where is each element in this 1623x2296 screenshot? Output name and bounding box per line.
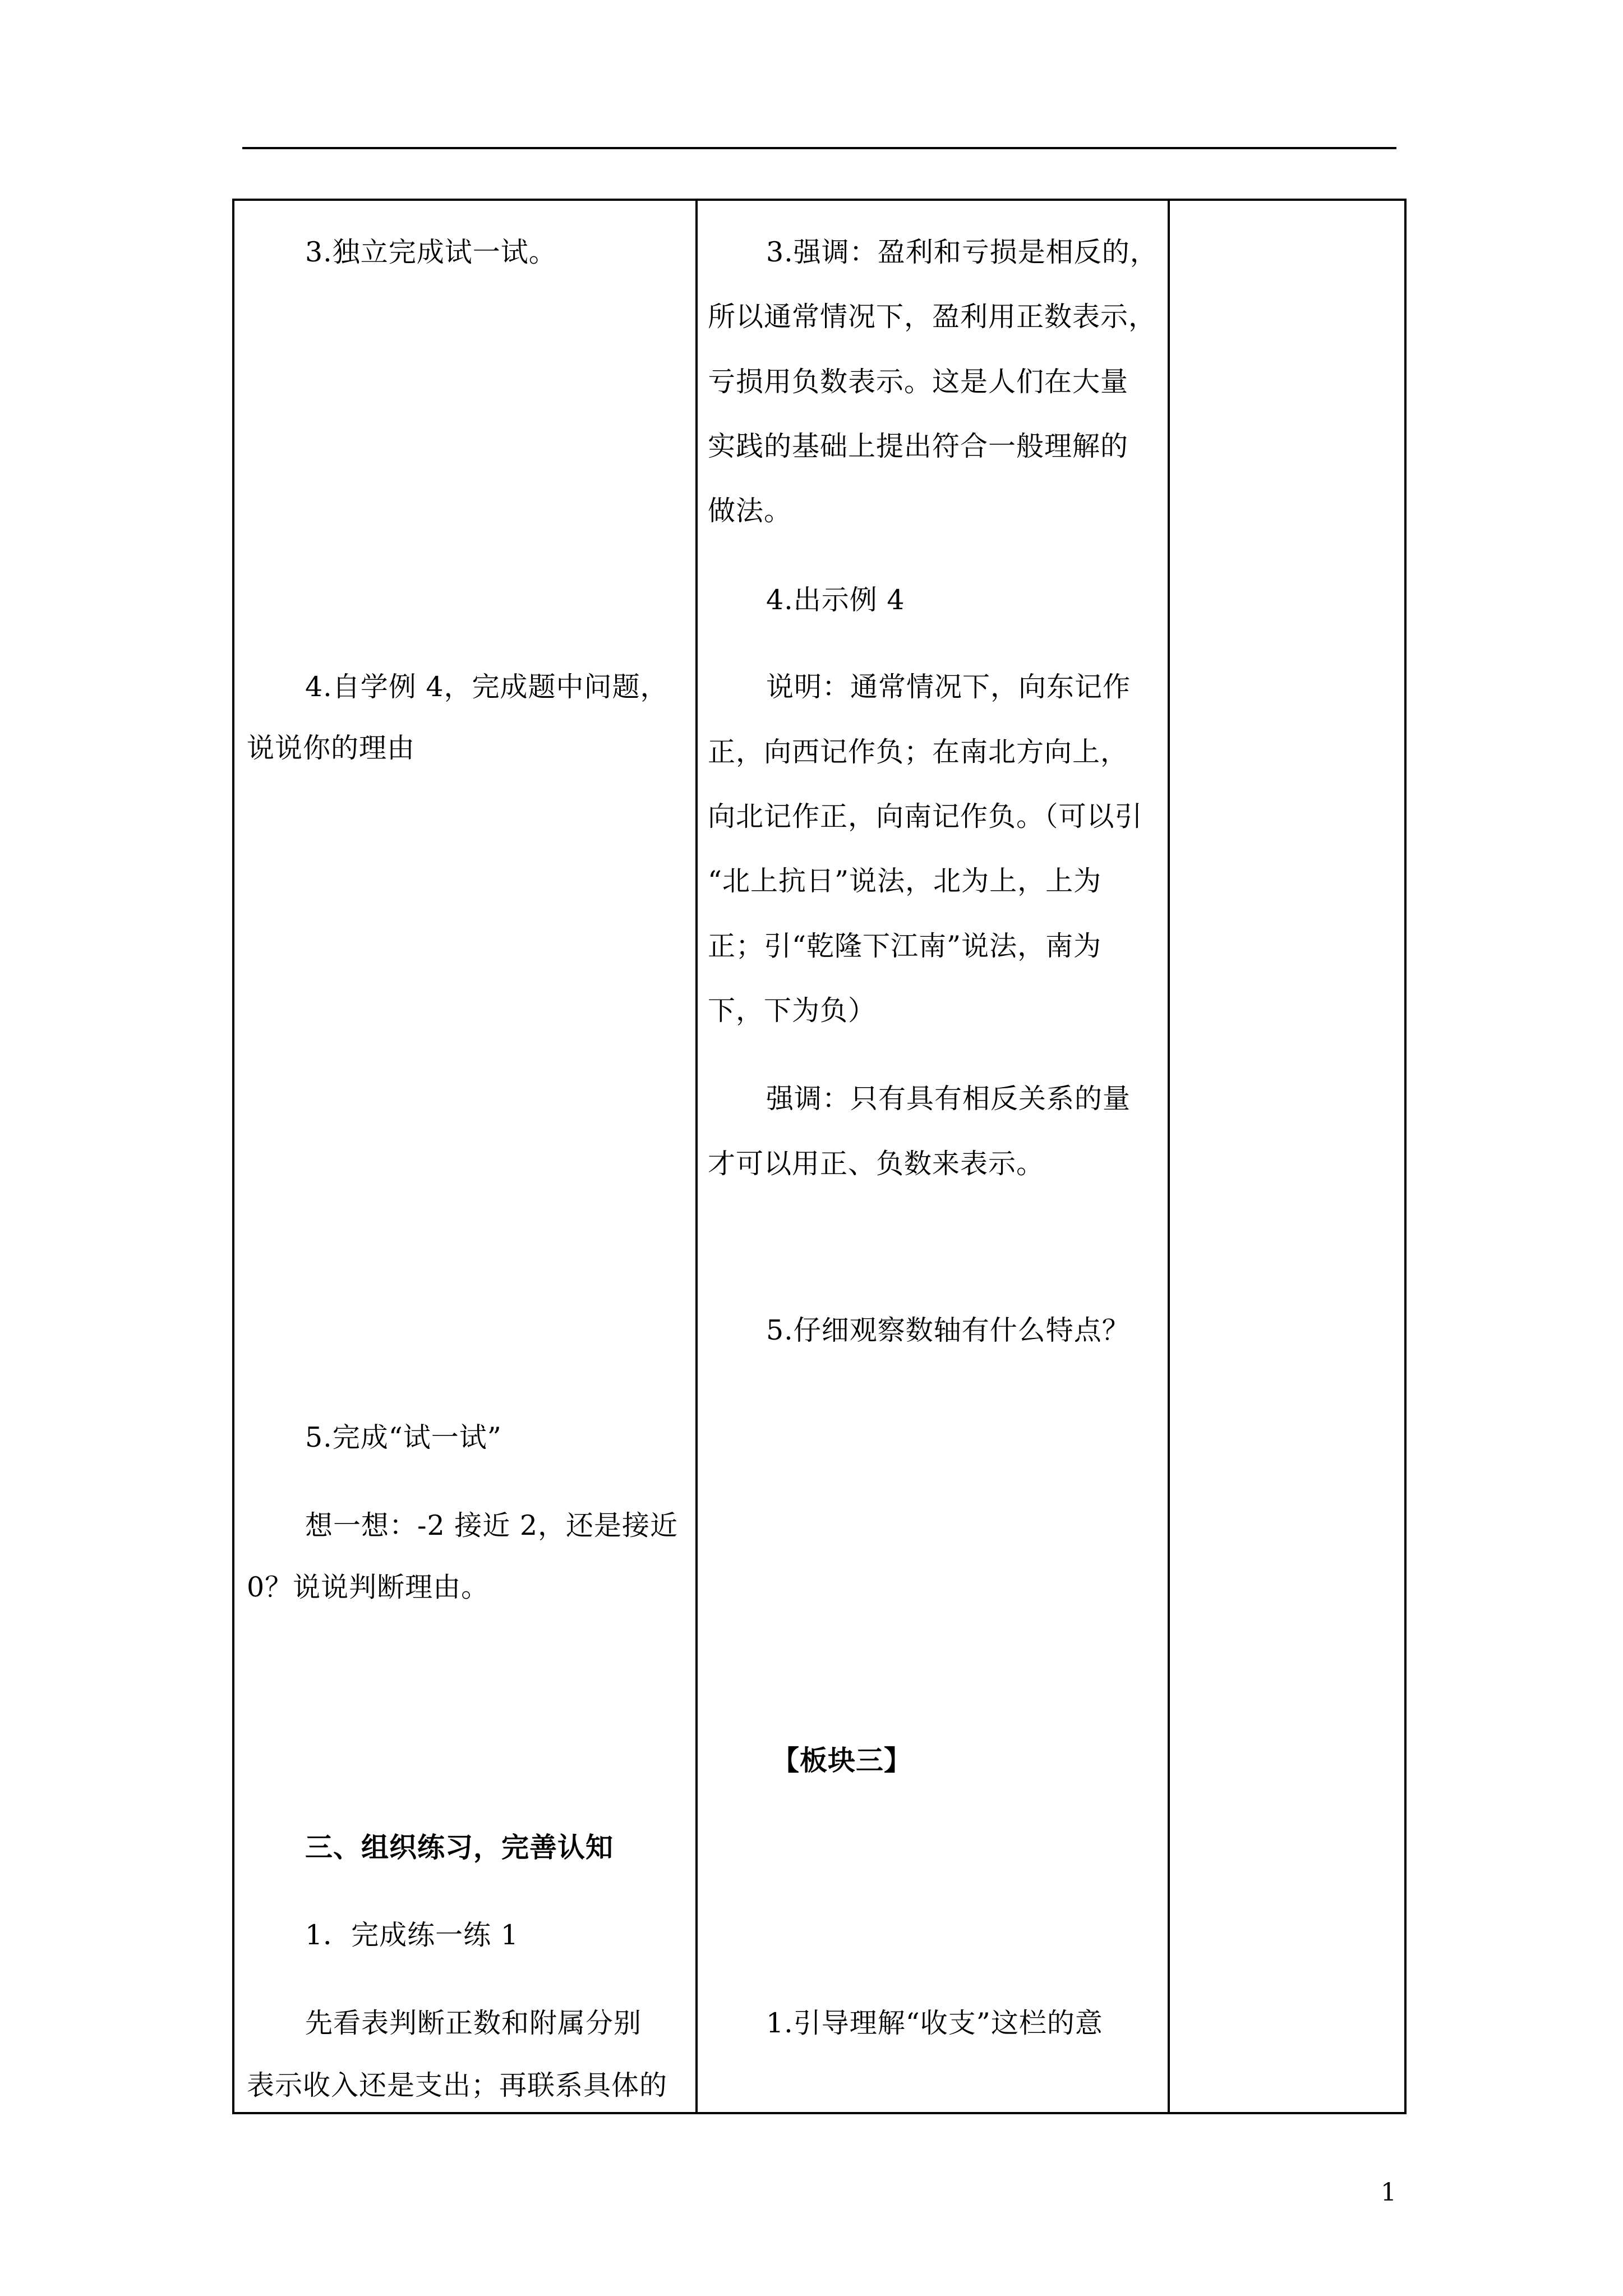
think-question-line-2: 0？说说判断理由。 (247, 1571, 490, 1603)
teacher-emphasis-3-line-3: 亏损用负数表示。这是人们在大量 (708, 366, 1129, 398)
teacher-explanation-line-5: 正；引“乾隆下江南”说法，南为 (708, 930, 1102, 962)
teacher-emphasis-3-line-4: 实践的基础上提出符合一般理解的 (708, 430, 1129, 462)
student-activity-4-line-1: 4.自学例 4，完成题中问题， (305, 671, 668, 703)
teacher-emphasis-3-line-5: 做法。 (708, 495, 792, 527)
header-rule (242, 147, 1396, 149)
column-divider-2 (1168, 201, 1170, 2112)
teacher-explanation-line-1: 说明：通常情况下，向东记作 (766, 671, 1131, 703)
teacher-explanation-line-2: 正，向西记作负；在南北方向上， (708, 736, 1129, 768)
block-3-heading: 【板块三】 (772, 1744, 912, 1777)
teacher-emphasis-3-line-2: 所以通常情况下，盈利用正数表示， (708, 301, 1157, 333)
practice-1-line-1: 先看表判断正数和附属分别 (305, 2007, 642, 2039)
teacher-explanation-line-4: “北上抗日”说法，北为上，上为 (708, 865, 1102, 897)
student-activity-3: 3.独立完成试一试。 (305, 236, 557, 268)
teacher-explanation-line-6: 下，下为负） (708, 995, 877, 1027)
think-question-line-1: 想一想：-2 接近 2，还是接近 (305, 1510, 679, 1542)
teacher-emphasis-line-2: 才可以用正、负数来表示。 (708, 1148, 1045, 1180)
teacher-explanation-line-3: 向北记作正，向南记作负。（可以引 (708, 800, 1143, 832)
practice-1-title: 1．完成练一练 1 (305, 1919, 519, 1951)
section-3-heading: 三、组织练习，完善认知 (305, 1831, 614, 1864)
page-number: 1 (1381, 2178, 1396, 2207)
student-activity-4-line-2: 说说你的理由 (247, 732, 416, 764)
practice-1-line-2: 表示收入还是支出；再联系具体的 (247, 2069, 668, 2101)
student-activity-5: 5.完成“试一试” (305, 1421, 502, 1453)
teacher-emphasis-line-1: 强调：只有具有相反关系的量 (766, 1083, 1131, 1115)
teacher-question-5: 5.仔细观察数轴有什么特点？ (766, 1314, 1130, 1346)
column-divider-1 (695, 201, 698, 2112)
teacher-example-4: 4.出示例 4 (766, 584, 905, 616)
teacher-emphasis-3-line-1: 3.强调：盈利和亏损是相反的， (766, 236, 1158, 268)
teacher-guide-1-line-1: 1.引导理解“收支”这栏的意 (766, 2007, 1103, 2039)
